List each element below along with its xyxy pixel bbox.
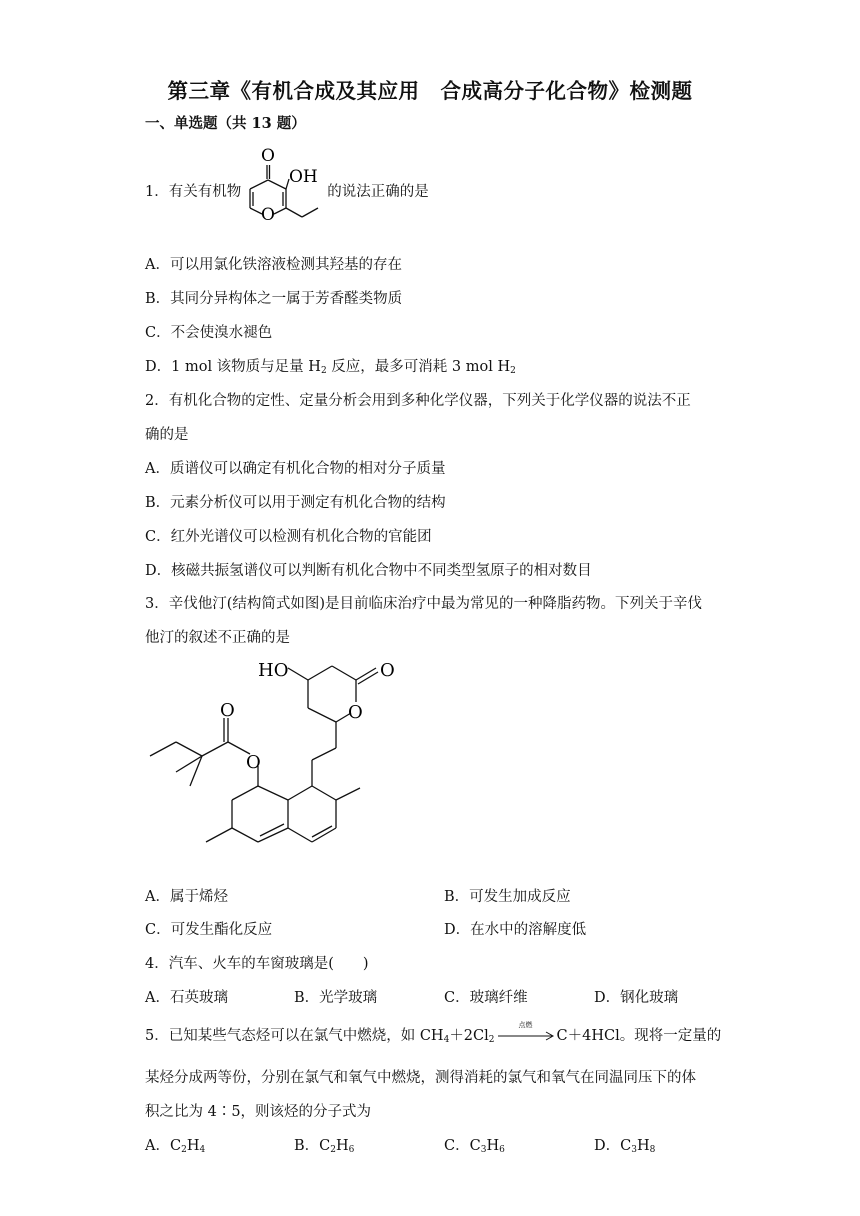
- q1-d-pre: D．1 mol 该物质与足量 H: [145, 359, 321, 375]
- question-2-stem-line1: 2．有机化合物的定性、定量分析会用到多种化学仪器，下列关于化学仪器的说法不正: [145, 393, 691, 409]
- q4-option-c[interactable]: C．玻璃纤维: [444, 990, 528, 1006]
- q1-stem-prefix: 1．有关有机物: [145, 184, 242, 200]
- q3-ester-carbonyl-label: O: [220, 700, 235, 721]
- q5-a-s1: 2: [181, 1145, 187, 1155]
- q5-c-s1: 3: [480, 1145, 487, 1155]
- q5-b-mid: H: [335, 1138, 349, 1154]
- section-heading: 一、单选题（共 13 题）: [145, 115, 306, 132]
- q3-lactone-carbonyl-label: O: [380, 660, 395, 681]
- q5-a-mid: H: [186, 1138, 200, 1154]
- q5-c-mid: H: [486, 1138, 500, 1154]
- q1-hydroxyl-label: OH: [289, 167, 318, 187]
- q2-option-c[interactable]: C．红外光谱仪可以检测有机化合物的官能团: [145, 529, 432, 545]
- q4-option-d[interactable]: D．钢化玻璃: [594, 990, 679, 1006]
- question-5-stem-line3: 积之比为 4∶5，则该烃的分子式为: [145, 1104, 372, 1120]
- q3-ester-oxygen-label: O: [246, 752, 261, 773]
- q5-option-d[interactable]: [594, 1134, 655, 1155]
- arrow-condition-label: 点燃: [518, 1021, 533, 1029]
- q5-b-s2: 6: [348, 1145, 355, 1155]
- q5-d-s2: 8: [649, 1145, 656, 1155]
- q5-d-mid: H: [636, 1138, 650, 1154]
- q5-d-pre: D．C: [594, 1138, 632, 1154]
- q3-hydroxyl-label: HO: [258, 660, 289, 681]
- q1-option-b[interactable]: B．其同分异构体之一属于芳香醛类物质: [145, 291, 403, 307]
- q2-option-d[interactable]: D．核磁共振氢谱仪可以判断有机化合物中不同类型氢原子的相对数目: [145, 563, 592, 579]
- q4-option-b[interactable]: B．光学玻璃: [294, 990, 378, 1006]
- q1-d-sub2: 2: [510, 366, 516, 376]
- q5-option-a[interactable]: [145, 1134, 205, 1155]
- q5-l1-pre: 5．已知某些气态烃可以在氯气中燃烧，如 CH: [145, 1028, 444, 1044]
- q4-option-a[interactable]: A．石英玻璃: [145, 990, 228, 1006]
- question-3-stem-line2: 他汀的叙述不正确的是: [145, 630, 290, 646]
- q1-carbonyl-oxygen-label: O: [261, 146, 275, 166]
- question-5-stem-line2: 某烃分成两等份，分别在氯气和氧气中燃烧，测得消耗的氯气和氧气在同温同压下的体: [145, 1070, 696, 1086]
- q2-option-a[interactable]: A．质谱仪可以确定有机化合物的相对分子质量: [145, 461, 446, 477]
- q1-molecule-structure: [238, 142, 338, 234]
- q5-option-c[interactable]: [444, 1134, 505, 1155]
- page-title: 第三章《有机合成及其应用 合成高分子化合物》检测题: [167, 79, 693, 103]
- q5-c-pre: C．C: [444, 1138, 481, 1154]
- q5-b-pre: B．C: [294, 1138, 331, 1154]
- q1-d-mid: 反应，最多可消耗 3 mol H: [326, 359, 511, 375]
- reaction-arrow: [497, 1021, 555, 1043]
- q5-b-s1: 2: [330, 1145, 336, 1155]
- q1-d-sub1: 2: [320, 366, 327, 376]
- q5-d-s1: 3: [631, 1145, 637, 1155]
- question-5-stem-line1: [145, 1021, 722, 1045]
- q2-option-b[interactable]: B．元素分析仪可以用于测定有机化合物的结构: [145, 495, 446, 511]
- q1-option-c[interactable]: C．不会使溴水褪色: [145, 325, 273, 341]
- question-4-stem: 4．汽车、火车的车窗玻璃是( ): [145, 956, 369, 972]
- q5-l1-mid: ＋2Cl: [449, 1028, 489, 1044]
- q5-l1-post: C＋4HCl。现将一定量的: [556, 1028, 722, 1044]
- question-3-stem-line1: 3．辛伐他汀(结构简式如图)是目前临床治疗中最为常见的一种降脂药物。下列关于辛伐: [145, 596, 703, 612]
- q5-l1-s1: 4: [443, 1035, 450, 1045]
- q3-option-b[interactable]: B．可发生加成反应: [444, 889, 571, 905]
- q5-c-s2: 6: [499, 1145, 505, 1155]
- q1-option-a[interactable]: A．可以用氯化铁溶液检测其羟基的存在: [145, 257, 402, 273]
- q1-stem-suffix: 的说法正确的是: [327, 184, 429, 200]
- q3-option-d[interactable]: D．在水中的溶解度低: [444, 922, 587, 938]
- arrow-icon: [497, 1029, 555, 1043]
- q5-l1-s2: 2: [488, 1035, 495, 1045]
- q5-a-s2: 4: [199, 1145, 206, 1155]
- q1-ring-oxygen-label: O: [261, 205, 275, 225]
- q3-option-a[interactable]: A．属于烯烃: [145, 889, 228, 905]
- q5-a-pre: A．C: [145, 1138, 182, 1154]
- q3-option-c[interactable]: C．可发生酯化反应: [145, 922, 273, 938]
- q3-lactone-ring-oxygen-label: O: [348, 702, 363, 723]
- question-2-stem-line2: 确的是: [145, 427, 189, 443]
- q3-simvastatin-structure: [140, 648, 410, 880]
- q5-option-b[interactable]: [294, 1134, 354, 1155]
- q1-option-d[interactable]: [145, 355, 516, 376]
